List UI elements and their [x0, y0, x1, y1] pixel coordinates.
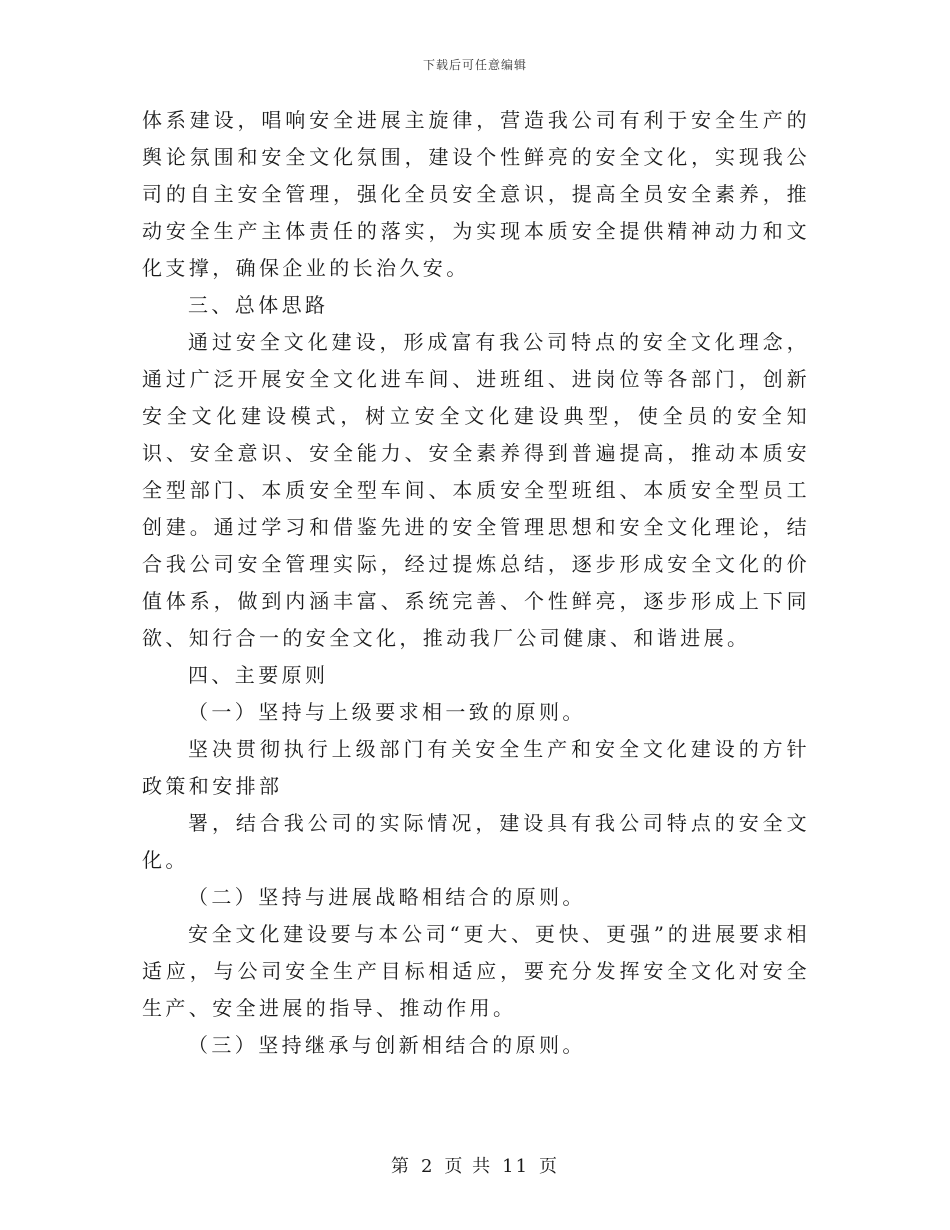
subheading-principle-3: （三）坚持继承与创新相结合的原则。 [188, 1033, 586, 1057]
paragraph-overall-approach: 通过安全文化建设，形成富有我公司特点的安全文化理念，通过广泛开展安全文化进车间、进班组、进岗位等各部门，创新安全文化建设模式，树立安全文化建设典型，使全员的安全知识、安全意识、安全能力、安全素养得到普遍提高，推动本质安全型部门、本质安全型车间、本质安全型班组、本质安全型员工创建。通过学习和借鉴先进的安全管理思想和安全文化理论，结合我公司安全管理实际，经过提炼总结，逐步形成安全文化的价值体系，做到内涵丰富、系统完善、个性鲜亮，逐步形成上下同欲、知行合一的安全文化，推动我厂公司健康、和谐进展。 [142, 330, 810, 650]
section-heading-main-principles: 四、主要原则 [188, 663, 329, 687]
subheading-principle-1: （一）坚持与上级要求相一致的原则。 [188, 700, 586, 724]
paragraph-principle-1-b: 署，结合我公司的实际情况，建设具有我公司特点的安全文化。 [142, 811, 810, 872]
section-heading-overall-approach: 三、总体思路 [188, 293, 329, 317]
page-header: 下载后可任意编辑 [422, 58, 527, 72]
footer-suffix: 页 [539, 1156, 560, 1177]
footer-page-number: 2 [420, 1156, 435, 1177]
page-footer [0, 1152, 950, 1178]
document-body [142, 102, 810, 1064]
subheading-principle-2: （二）坚持与进展战略相结合的原则。 [188, 885, 586, 909]
paragraph-intro: 体系建设，唱响安全进展主旋律，营造我公司有利于安全生产的舆论氛围和安全文化氛围，建设个性鲜亮的安全文化，实现我公司的自主安全管理，强化全员安全意识，提高全员安全素养，推动安全生产主体责任的落实，为实现本质安全提供精神动力和文化支撑，确保企业的长治久安。 [142, 108, 810, 280]
paragraph-principle-2: 安全文化建设要与本公司“更大、更快、更强”的进展要求相适应，与公司安全生产目标相适应，要充分发挥安全文化对安全生产、安全进展的指导、推动作用。 [142, 922, 810, 1020]
footer-prefix: 第 [390, 1156, 411, 1177]
footer-total-pages: 11 [502, 1156, 530, 1177]
paragraph-principle-1-a: 坚决贯彻执行上级部门有关安全生产和安全文化建设的方针政策和安排部 [142, 737, 810, 798]
footer-middle: 页 共 [444, 1156, 493, 1177]
